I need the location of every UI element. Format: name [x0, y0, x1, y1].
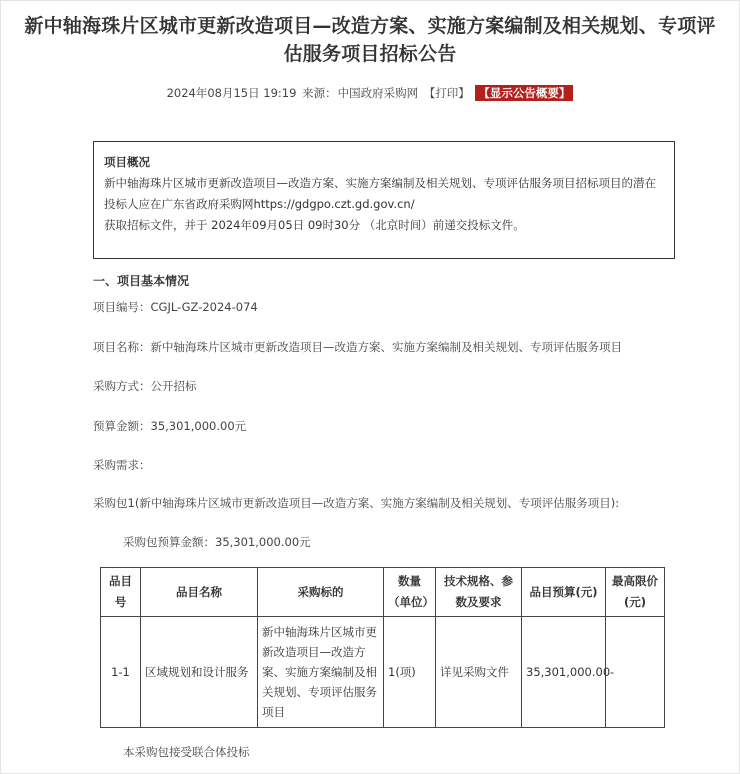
table-cell: 区域规划和设计服务	[141, 617, 258, 728]
table-header-cell: 品目号	[101, 568, 141, 617]
table-header-cell: 品目名称	[141, 568, 258, 617]
meta-line	[0, 84, 740, 102]
items-table	[100, 567, 665, 728]
procurement-method: 采购方式：公开招标	[93, 379, 197, 393]
print-link[interactable]: 【打印】	[423, 86, 470, 100]
project-name: 项目名称：新中轴海珠片区城市更新改造项目—改造方案、实施方案编制及相关规划、专项评估服务项目	[93, 340, 622, 354]
section-heading-basic-info: 一、项目基本情况	[93, 274, 190, 288]
publish-datetime: 2024年08月15日 19:19	[166, 86, 297, 100]
project-number: 项目编号：CGJL-GZ-2024-074	[93, 300, 258, 314]
summary-text-2: 获取招标文件，并于 2024年09月05日 09时30分 （北京时间）前递交投标文件。	[104, 218, 525, 232]
table-cell: 35,301,000.00	[522, 617, 606, 728]
table-cell: 新中轴海珠片区城市更新改造项目—改造方案、实施方案编制及相关规划、专项评估服务项目	[258, 617, 384, 728]
show-overview-button[interactable]: 【显示公告概要】	[475, 85, 573, 101]
table-header-cell: 品目预算(元)	[522, 568, 606, 617]
joint-bid-note: 本采购包接受联合体投标	[123, 745, 250, 759]
package-title: 采购包1(新中轴海珠片区城市更新改造项目—改造方案、实施方案编制及相关规划、专项评估服务项目):	[93, 496, 620, 510]
table-header-row	[101, 568, 665, 617]
table-cell: 1-1	[101, 617, 141, 728]
table-cell: -	[606, 617, 665, 728]
package-budget: 采购包预算金额：35,301,000.00元	[123, 535, 311, 549]
table-header-cell: 数量（单位）	[384, 568, 436, 617]
summary-heading: 项目概况	[104, 155, 150, 169]
table-row	[101, 617, 665, 728]
table-header-cell: 最高限价(元)	[606, 568, 665, 617]
source-name: 中国政府采购网	[337, 86, 419, 100]
table-cell: 详见采购文件	[436, 617, 522, 728]
procurement-demand: 采购需求：	[93, 458, 151, 472]
page-title: 新中轴海珠片区城市更新改造项目—改造方案、实施方案编制及相关规划、专项评估服务项目招标公告	[24, 15, 716, 65]
table-cell: 1(项)	[384, 617, 436, 728]
source-label: 来源：	[302, 86, 337, 100]
summary-text-1: 新中轴海珠片区城市更新改造项目—改造方案、实施方案编制及相关规划、专项评估服务项目招标项目的潜在投标人应在广东省政府采购网https://gdgpo.czt.gd.gov.cn/	[104, 176, 656, 211]
table-header-cell: 采购标的	[258, 568, 384, 617]
table-header-cell: 技术规格、参数及要求	[436, 568, 522, 617]
project-summary-box	[93, 141, 675, 259]
budget-amount: 预算金额：35,301,000.00元	[93, 419, 247, 433]
